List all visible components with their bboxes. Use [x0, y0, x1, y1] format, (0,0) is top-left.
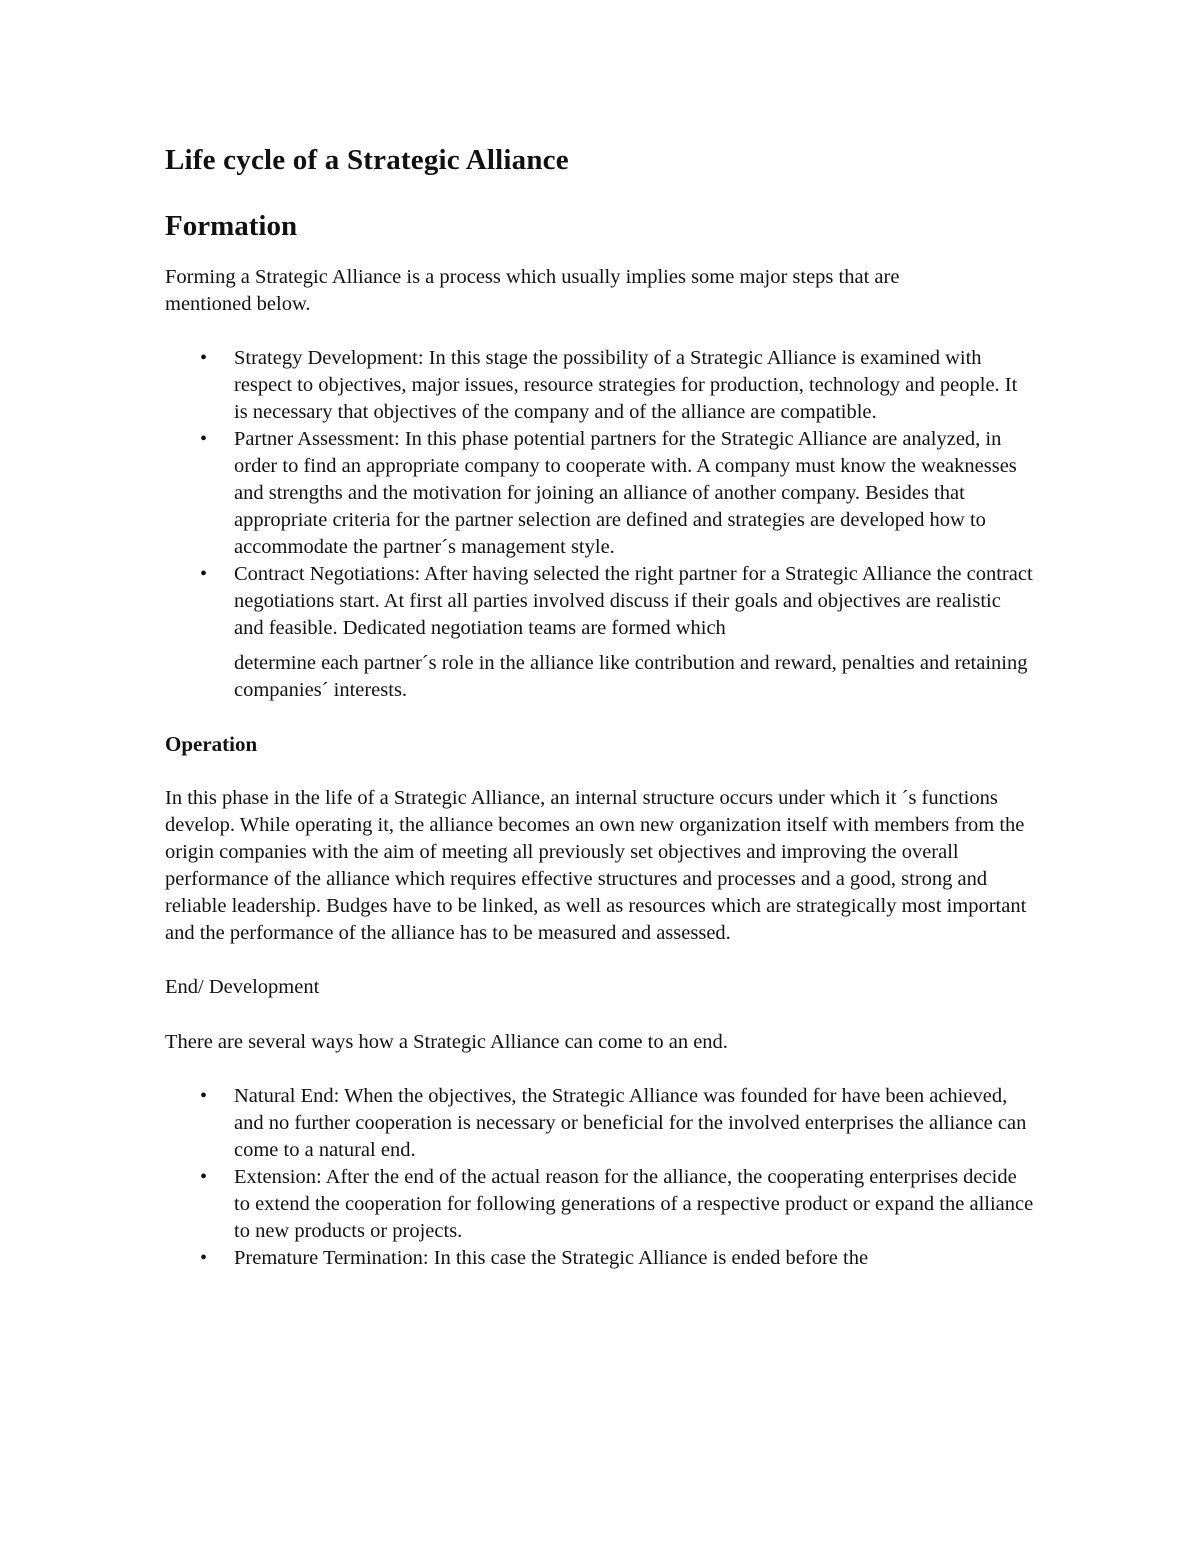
formation-intro: Forming a Strategic Alliance is a process which usually implies some major steps that are mentioned below.	[165, 266, 900, 315]
document-page	[165, 138, 1035, 1272]
formation-continuation: determine each partner´s role in the alliance like contribution and reward, penalties and retaining companies´ interests.	[234, 652, 1028, 701]
list-item	[165, 1245, 1035, 1272]
list-item	[165, 345, 1035, 426]
bullet-icon: •	[200, 347, 208, 369]
formation-steps-list	[165, 345, 1035, 642]
list-item-text: Natural End: When the objectives, the Strategic Alliance was founded for have been achieved, and no further cooperation is necessary or beneficial for the involved enterprises the alliance can come to a natural end.	[234, 1085, 1027, 1161]
operation-text: In this phase in the life of a Strategic Alliance, an internal structure occurs under which it ´s functions develop. While operating it, the alliance becomes an own new organization itself with members from the origin companies with the aim of meeting all previously set objectives and improving the overall performance of the alliance which requires effective structures and processes and a good, strong and reliable leadership. Budges have to be linked, as well as resources which are strategically most important and the performance of the alliance has to be measured and assessed.	[165, 787, 1027, 944]
list-item-text: Extension: After the end of the actual reason for the alliance, the cooperating enterprises decide to extend the cooperation for following generations of a respective product or expand the alliance to new products or projects.	[234, 1166, 1034, 1242]
list-item	[165, 561, 1035, 642]
operation-heading: Operation	[165, 732, 258, 756]
formation-heading: Formation	[165, 210, 298, 242]
bullet-icon: •	[200, 1085, 208, 1107]
list-item-text: Partner Assessment: In this phase potential partners for the Strategic Alliance are analyzed, in order to find an appropriate company to cooperate with. A company must know the weaknesses and strengths and the motivation for joining an alliance of another company. Besides that appropriate criteria for the partner selection are defined and strategies are developed how to accommodate the partner´s management style.	[234, 428, 1017, 558]
end-intro: There are several ways how a Strategic Alliance can come to an end.	[165, 1031, 728, 1053]
list-item	[165, 426, 1035, 561]
end-ways-list	[165, 1083, 1035, 1272]
end-development-heading: End/ Development	[165, 976, 320, 998]
bullet-icon: •	[200, 1247, 208, 1269]
list-item-text: Premature Termination: In this case the Strategic Alliance is ended before the	[234, 1247, 869, 1269]
document-title: Life cycle of a Strategic Alliance	[165, 144, 569, 176]
list-item	[165, 1083, 1035, 1164]
list-item-text: Strategy Development: In this stage the possibility of a Strategic Alliance is examined with respect to objectives, major issues, resource strategies for production, technology and people. It is necessary that objectives of the company and of the alliance are compatible.	[234, 347, 1018, 423]
list-item	[165, 1164, 1035, 1245]
bullet-icon: •	[200, 428, 208, 450]
bullet-icon: •	[200, 563, 208, 585]
list-item-text: Contract Negotiations: After having selected the right partner for a Strategic Alliance the contract negotiations start. At first all parties involved discuss if their goals and objectives are realistic and feasible. Dedicated negotiation teams are formed which	[234, 563, 1033, 639]
bullet-icon: •	[200, 1166, 208, 1188]
